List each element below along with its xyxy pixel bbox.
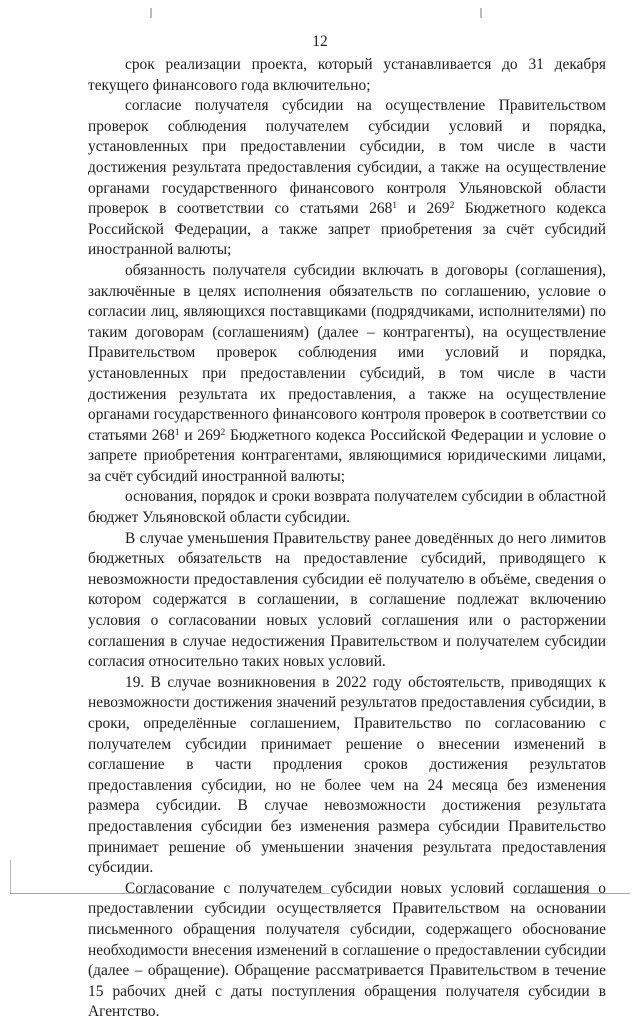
paragraph-return-grounds: основания, порядок и сроки возврата получателем субсидии в областной бюджет Ульяновской области субсидии. (88, 488, 606, 527)
scan-artifact-bottom (520, 893, 630, 894)
superscript-index: 2 (449, 201, 455, 212)
scan-artifact-top (480, 8, 482, 18)
scan-artifact-left (10, 860, 11, 894)
paragraph-agreement-approval: Согласование с получателем субсидии новых условий соглашения о предоставлении субсидии осуществляется Правительством на основании письменного обращения получателя субсидии, содержащего обоснование необходимости внесения изменений в соглашение о предоставлении субсидии (далее – обращение). Обращение рассматривается Правительством в течение 15 рабочих дней с даты поступления обращения получателя субсидии в Агентство. (88, 879, 606, 1021)
superscript-index: 2 (220, 427, 226, 438)
scan-artifact-bottom (300, 893, 330, 894)
scan-artifact-bottom (10, 893, 170, 894)
paragraph-19: 19. В случае возникновения в 2022 году обстоятельств, приводящих к невозможности достижения значений результатов предоставления субсидии, в сроки, определённые соглашением, Правительство по согласованию с получателем субсидии принимает решение о внесении изменений в соглашение в части продления сроков достижения результатов предоставления субсидии, но не более чем на 24 месяца без изменения размера субсидии. В случае невозможности достижения результата предоставления субсидии без изменения размера субсидии Правительство принимает решение об уменьшении значения результата предоставления субсидии. (88, 673, 606, 877)
document-body (88, 55, 606, 1023)
superscript-index: 1 (174, 427, 180, 438)
paragraph-consent-to-checks: согласие получателя субсидии на осуществление Правительством проверок соблюдения получателем субсидии условий и порядка, установленных при предоставлении субсидии, в том числе в части достижения результата предоставления субсидии, а также на осуществление органами государственного финансового контроля Ульяновской области проверок в соответствии со статьями $268^1$ и $269^2$ Бюджетного кодекса Российской Федерации, а также запрет приобретения за счёт субсидий иностранной валюты; (88, 97, 606, 259)
superscript-index: 1 (392, 201, 398, 212)
paragraph-limit-reduction: В случае уменьшения Правительству ранее доведённых до него лимитов бюджетных обязательств на предоставление субсидий, приводящего к невозможности предоставления субсидии её получателю в объёме, сведения о котором содержатся в соглашении, в соглашение подлежат включению условия о согласовании новых условий соглашения или о расторжении соглашения в случае недостижения Правительством и получателем субсидии согласия относительно таких новых условий. (88, 529, 606, 671)
page-number: 12 (312, 33, 328, 50)
paragraph-project-deadline: срок реализации проекта, который устанавливается до 31 декабря текущего финансового года включительно; (88, 56, 606, 94)
paragraph-contractor-obligation: обязанность получателя субсидии включать в договоры (соглашения), заключённые в целях исполнения обязательств по соглашению, условие о согласии лиц, являющихся поставщиками (подрядчиками, исполнителями) по таким договорам (соглашениям) (далее – контрагенты), на осуществление Правительством проверок соблюдения ими условий и порядка, установленных при предоставлении субсидий, в том числе в части достижения результата их предоставления, а также на осуществление органами государственного финансового контроля проверок в соответствии со статьями $268^1$ и $269^2$ Бюджетного кодекса Российской Федерации и условие о запрете приобретения контрагентами, являющимися юридическими лицами, за счёт субсидий иностранной валюты; (88, 261, 606, 485)
scan-artifact-top (150, 8, 152, 18)
